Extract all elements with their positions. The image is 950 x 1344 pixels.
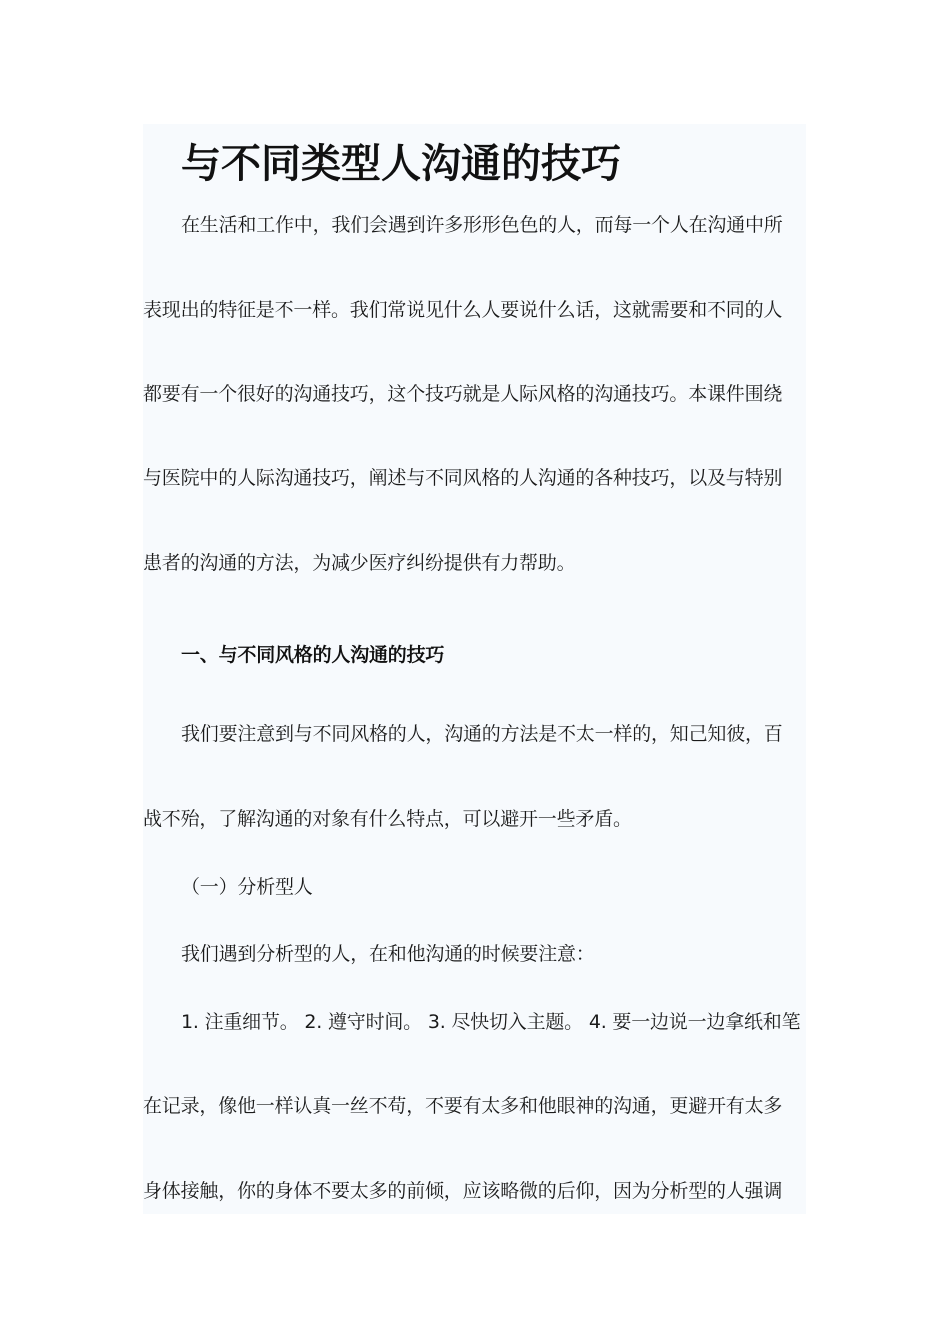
subsection-heading: （一）分析型人 <box>181 876 313 898</box>
intro-line-3: 都要有一个很好的沟通技巧，这个技巧就是人际风格的沟通技巧。本课件围绕 <box>143 383 783 405</box>
document-page <box>143 124 806 1214</box>
intro-line-1: 在生活和工作中，我们会遇到许多形形色色的人，而每一个人在沟通中所 <box>181 214 783 236</box>
analytic-intro-line: 我们遇到分析型的人，在和他沟通的时候要注意： <box>181 943 595 965</box>
intro-line-5: 患者的沟通的方法，为减少医疗纠纷提供有力帮助。 <box>143 552 576 574</box>
analytic-tips-line-2: 在记录，像他一样认真一丝不苟，不要有太多和他眼神的沟通，更避开有太多 <box>143 1095 783 1117</box>
intro-line-2: 表现出的特征是不一样。我们常说见什么人要说什么话，这就需要和不同的人 <box>143 299 783 321</box>
analytic-tips-line-3: 身体接触，你的身体不要太多的前倾，应该略微的后仰，因为分析型的人强调 <box>143 1180 783 1202</box>
section-para-line-1: 我们要注意到与不同风格的人，沟通的方法是不太一样的，知己知彼，百 <box>181 723 783 745</box>
intro-line-4: 与医院中的人际沟通技巧，阐述与不同风格的人沟通的各种技巧，以及与特别 <box>143 467 783 489</box>
section-para-line-2: 战不殆，了解沟通的对象有什么特点，可以避开一些矛盾。 <box>143 808 632 830</box>
section-heading: 一、与不同风格的人沟通的技巧 <box>181 644 445 666</box>
analytic-tips-line-1: 1. 注重细节。 2. 遵守时间。 3. 尽快切入主题。 4. 要一边说一边拿纸和笔 <box>181 1011 801 1033</box>
document-title: 与不同类型人沟通的技巧 <box>181 141 621 187</box>
